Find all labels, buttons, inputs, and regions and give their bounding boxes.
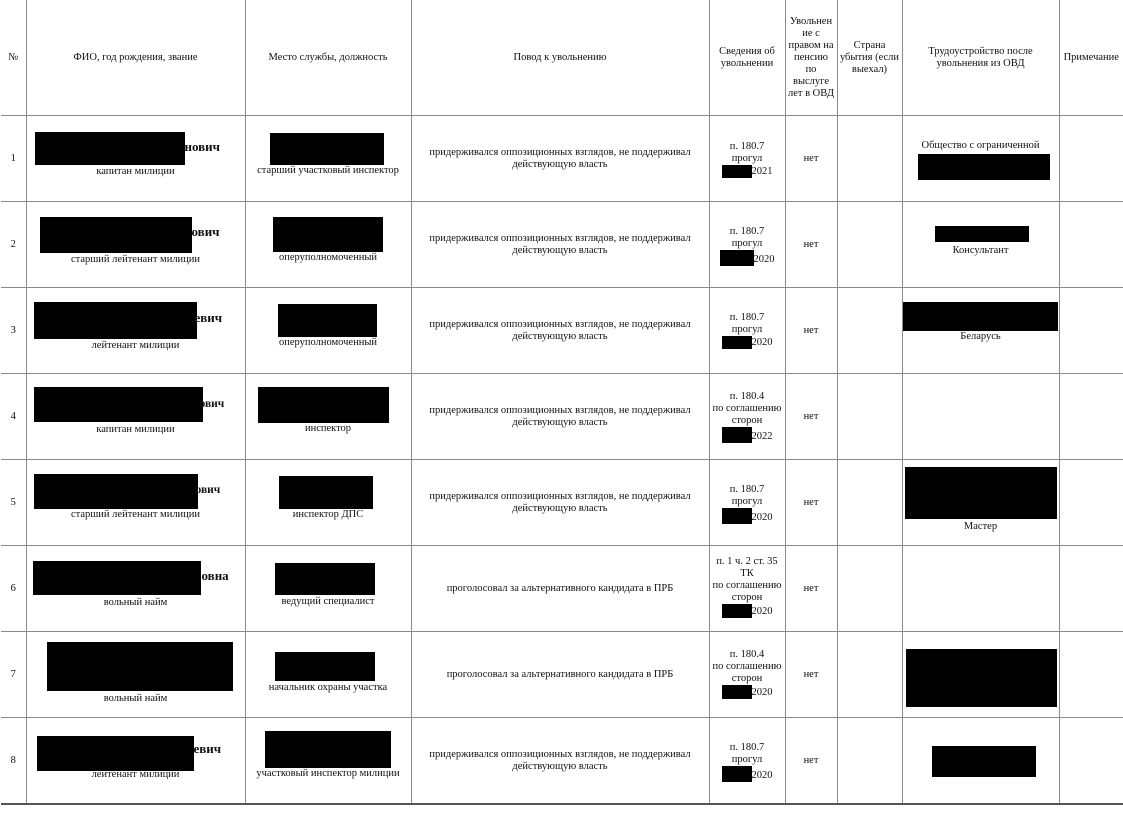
place-cell	[245, 374, 411, 460]
reason-cell: придерживался оппозиционных взглядов, не поддерживал действующую власть	[411, 374, 709, 460]
pension-cell: нет	[785, 116, 837, 202]
employment: Общество с ограниченной	[921, 140, 1040, 151]
employment: Беларусь	[960, 331, 1001, 342]
employment-cell	[902, 632, 1059, 718]
header-dismissal: Сведения об увольнении	[709, 0, 785, 116]
redaction-block	[275, 652, 375, 681]
redaction-block	[33, 561, 201, 595]
year: 2021	[751, 166, 773, 177]
pension-cell: нет	[785, 288, 837, 374]
place-cell	[245, 632, 411, 718]
dismissal-cell	[709, 202, 785, 288]
position: старший участковый инспектор	[257, 165, 399, 176]
dismissal-cell	[709, 374, 785, 460]
redaction-block	[37, 736, 194, 771]
employment-cell	[902, 546, 1059, 632]
basis: по соглашению сторон	[712, 403, 782, 426]
row-number: 3	[1, 288, 26, 374]
dismissal-cell	[709, 460, 785, 546]
row-number: 5	[1, 460, 26, 546]
fio-cell	[26, 460, 245, 546]
dismissal-register-table	[1, 0, 1123, 805]
name-suffix: евич	[194, 310, 223, 325]
table-row	[1, 288, 1123, 374]
place-cell	[245, 202, 411, 288]
position: инспектор	[304, 423, 352, 434]
dismissal-cell	[709, 288, 785, 374]
note-cell	[1059, 460, 1123, 546]
header-employment: Трудоустройство после увольнения из ОВД	[902, 0, 1059, 116]
table-row	[1, 116, 1123, 202]
dismissal-cell	[709, 632, 785, 718]
year: 2020	[751, 337, 773, 348]
row-number: 7	[1, 632, 26, 718]
fio-cell	[26, 288, 245, 374]
rank: капитан милиции	[96, 424, 175, 435]
table-row	[1, 374, 1123, 460]
row-number: 4	[1, 374, 26, 460]
note-cell	[1059, 202, 1123, 288]
year: 2020	[753, 254, 775, 265]
year: 2020	[751, 512, 773, 523]
reason-cell: проголосовал за альтернативного кандидата в ПРБ	[411, 546, 709, 632]
redaction-block	[906, 649, 1057, 707]
note-cell	[1059, 546, 1123, 632]
row-number: 8	[1, 718, 26, 805]
employment-cell	[902, 718, 1059, 805]
redaction-block	[273, 217, 383, 252]
place-cell	[245, 116, 411, 202]
redaction-block	[40, 217, 192, 253]
redaction-block	[935, 226, 1029, 242]
name-suffix: ович	[195, 484, 221, 496]
basis: по соглашению сторон	[712, 580, 782, 603]
redaction-block	[905, 467, 1057, 519]
country-cell	[837, 460, 902, 546]
pension-cell: нет	[785, 718, 837, 805]
reason-cell: придерживался оппозиционных взглядов, не поддерживал действующую власть	[411, 718, 709, 805]
table-row	[1, 202, 1123, 288]
pension-cell: нет	[785, 460, 837, 546]
country-cell	[837, 202, 902, 288]
fio-cell	[26, 202, 245, 288]
fio-cell	[26, 632, 245, 718]
name-suffix: евич	[193, 741, 222, 756]
note-cell	[1059, 632, 1123, 718]
redaction-block	[722, 165, 752, 178]
dismissal-cell	[709, 546, 785, 632]
fio-cell	[26, 116, 245, 202]
position: ведущий специалист	[281, 596, 375, 607]
header-pension: Увольнен ие с правом на пенсию по выслуге лет в ОВД	[785, 0, 837, 116]
position: оперуполномоченный	[278, 337, 377, 348]
pension-cell: нет	[785, 546, 837, 632]
article: п. 1 ч. 2 ст. 35 ТК	[716, 556, 778, 579]
place-cell	[245, 718, 411, 805]
table-row	[1, 546, 1123, 632]
row-number: 2	[1, 202, 26, 288]
fio-cell	[26, 374, 245, 460]
employment-cell	[902, 116, 1059, 202]
header-place: Место службы, должность	[245, 0, 411, 116]
article: п. 180.4	[729, 391, 765, 402]
article: п. 180.7	[729, 484, 765, 495]
redaction-block	[279, 476, 373, 509]
country-cell	[837, 288, 902, 374]
employment-cell	[902, 288, 1059, 374]
note-cell	[1059, 374, 1123, 460]
header-row	[1, 0, 1123, 116]
position: участковый инспектор милиции	[256, 768, 400, 779]
article: п. 180.7	[729, 312, 765, 323]
dismissal-cell	[709, 116, 785, 202]
reason-cell: проголосовал за альтернативного кандидата в ПРБ	[411, 632, 709, 718]
name-suffix: ович	[199, 398, 225, 410]
place-cell	[245, 460, 411, 546]
rank: вольный найм	[103, 693, 168, 704]
redaction-block	[903, 302, 1058, 331]
redaction-block	[258, 387, 389, 423]
country-cell	[837, 546, 902, 632]
country-cell	[837, 632, 902, 718]
basis: прогул	[731, 496, 763, 507]
article: п. 180.7	[729, 226, 765, 237]
redaction-block	[722, 766, 752, 782]
redaction-block	[722, 427, 752, 443]
header-reason: Повод к увольнению	[411, 0, 709, 116]
position: оперуполномоченный	[278, 252, 377, 263]
article: п. 180.4	[729, 649, 765, 660]
name-suffix: овна	[201, 568, 229, 583]
employment-cell	[902, 460, 1059, 546]
table-row	[1, 632, 1123, 718]
reason-cell: придерживался оппозиционных взглядов, не поддерживал действующую власть	[411, 288, 709, 374]
redaction-block	[722, 685, 752, 699]
note-cell	[1059, 288, 1123, 374]
rank: лейтенант милиции	[91, 340, 180, 351]
basis: прогул	[731, 238, 763, 249]
country-cell	[837, 718, 902, 805]
redaction-block	[722, 336, 752, 349]
country-cell	[837, 374, 902, 460]
redaction-block	[918, 154, 1050, 180]
header-fio: ФИО, год рождения, звание	[26, 0, 245, 116]
year: 2020	[751, 687, 773, 698]
redaction-block	[47, 642, 233, 691]
basis: прогул	[731, 754, 763, 765]
reason-cell: придерживался оппозиционных взглядов, не поддерживал действующую власть	[411, 116, 709, 202]
redaction-block	[275, 563, 375, 595]
redaction-block	[34, 387, 203, 422]
row-number: 1	[1, 116, 26, 202]
redaction-block	[35, 132, 185, 165]
place-cell	[245, 546, 411, 632]
basis: прогул	[731, 153, 763, 164]
redaction-block	[720, 250, 754, 266]
pension-cell: нет	[785, 374, 837, 460]
article: п. 180.7	[729, 141, 765, 152]
rank: старший лейтенант милиции	[70, 254, 201, 265]
dismissal-cell	[709, 718, 785, 805]
redaction-block	[278, 304, 377, 337]
year: 2020	[751, 606, 773, 617]
country-cell	[837, 116, 902, 202]
row-number: 6	[1, 546, 26, 632]
reason-cell: придерживался оппозиционных взглядов, не поддерживал действующую власть	[411, 202, 709, 288]
rank: лейтенант милиции	[91, 769, 180, 780]
basis: прогул	[731, 324, 763, 335]
basis: по соглашению сторон	[712, 661, 782, 684]
position: инспектор ДПС	[292, 509, 364, 520]
year: 2022	[751, 431, 773, 442]
pension-cell: нет	[785, 202, 837, 288]
rank: вольный найм	[103, 597, 168, 608]
name-suffix: ович	[191, 224, 220, 239]
rank: старший лейтенант милиции	[70, 509, 201, 520]
header-note: Примечание	[1059, 0, 1123, 116]
redaction-block	[34, 302, 197, 339]
pension-cell: нет	[785, 632, 837, 718]
place-cell	[245, 288, 411, 374]
employment: Мастер	[963, 521, 998, 532]
redaction-block	[34, 474, 198, 509]
reason-cell: придерживался оппозиционных взглядов, не поддерживал действующую власть	[411, 460, 709, 546]
rank: капитан милиции	[96, 166, 175, 177]
redaction-block	[722, 508, 752, 524]
year: 2020	[751, 770, 773, 781]
table-row	[1, 460, 1123, 546]
employment-cell	[902, 202, 1059, 288]
employment: Консультант	[952, 245, 1009, 256]
redaction-block	[265, 731, 391, 768]
redaction-block	[270, 133, 384, 165]
name-suffix: нович	[184, 139, 221, 154]
employment-cell	[902, 374, 1059, 460]
table-row	[1, 718, 1123, 805]
article: п. 180.7	[729, 742, 765, 753]
redaction-block	[932, 746, 1036, 777]
fio-cell	[26, 546, 245, 632]
header-number: №	[1, 0, 26, 116]
redaction-block	[722, 604, 752, 618]
header-country: Страна убытия (если выехал)	[837, 0, 902, 116]
fio-cell	[26, 718, 245, 805]
note-cell	[1059, 116, 1123, 202]
position: начальник охраны участка	[268, 682, 388, 693]
note-cell	[1059, 718, 1123, 805]
